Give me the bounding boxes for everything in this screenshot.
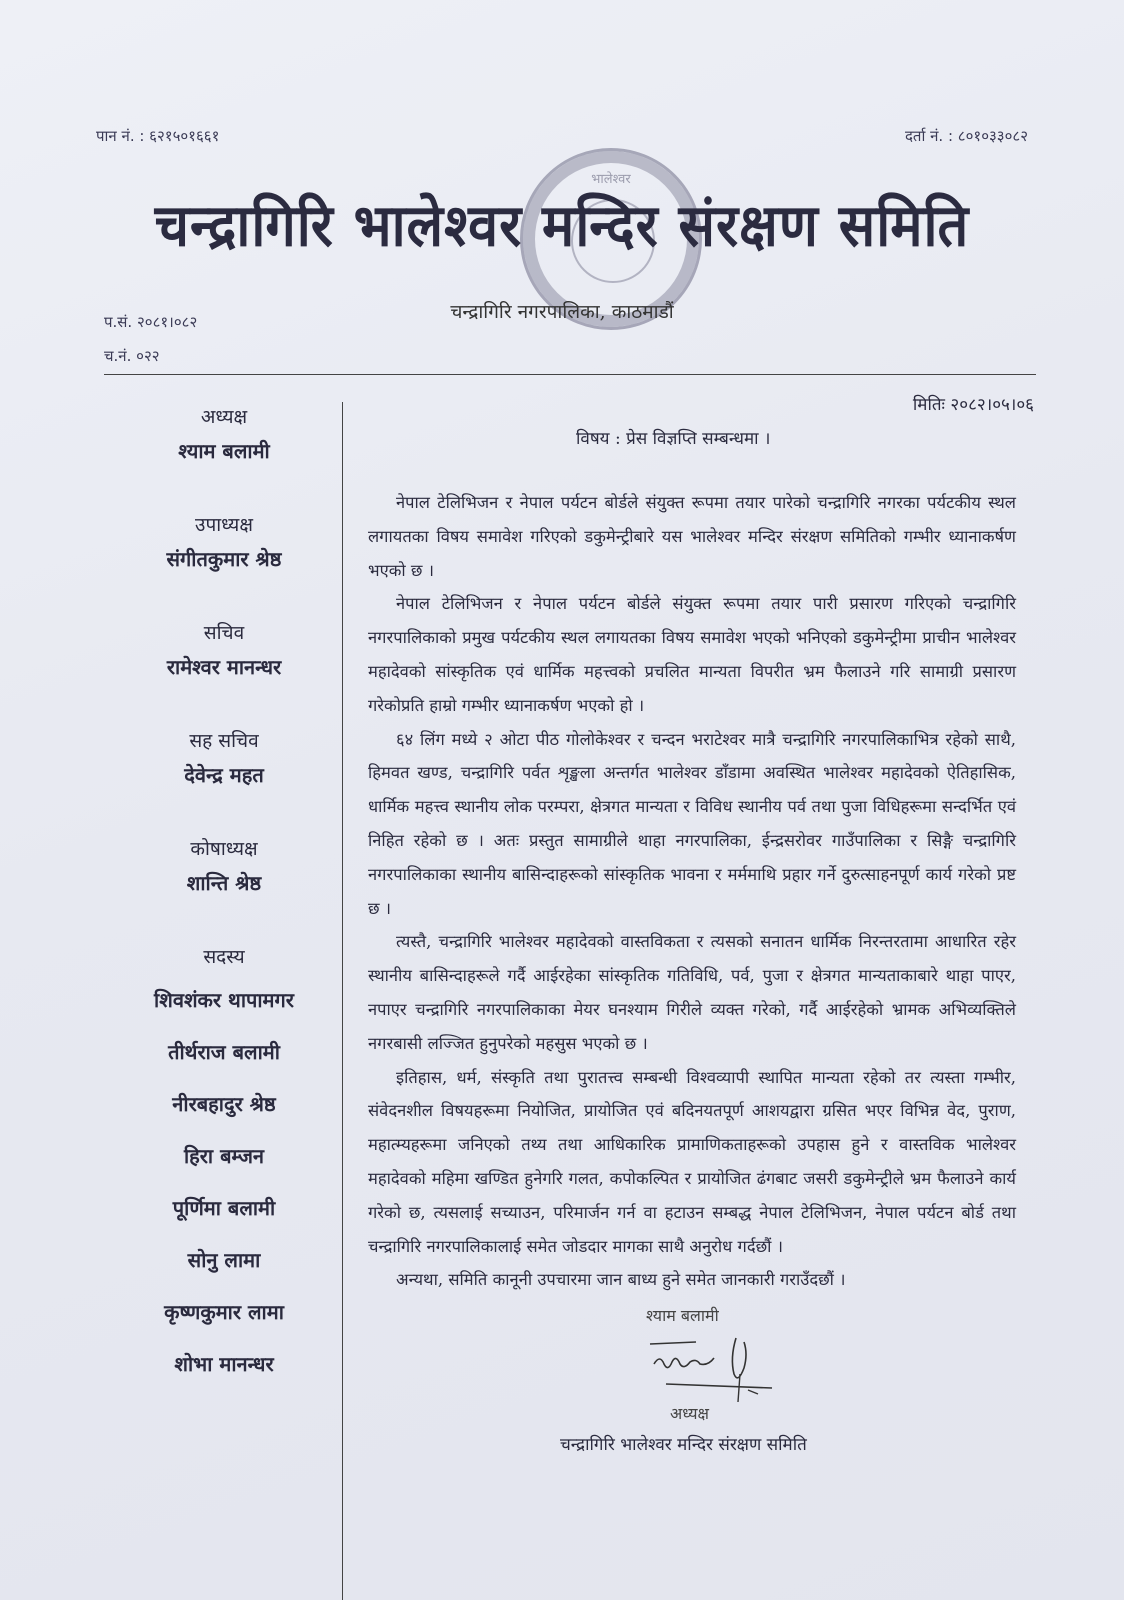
member-name: सोनु लामा bbox=[187, 1248, 261, 1272]
committee-list bbox=[110, 400, 338, 1390]
committee-group bbox=[110, 508, 338, 576]
letter-body bbox=[368, 486, 1016, 1297]
letter-subject: विषय : प्रेस विज्ञप्ति सम्बन्धमा । bbox=[576, 429, 771, 449]
seal-text: भालेश्वर bbox=[591, 172, 631, 187]
registration-number: दर्ता नं. : ८०१०३३०८२ bbox=[904, 127, 1028, 145]
paragraph: त्यस्तै, चन्द्रागिरि भालेश्वर महादेवको वास्तविकता र त्यसको सनातन धार्मिक निरन्तरतामा आधारित रहेर स्थानीय बासिन्दाहरूले गर्दै आईरहेका सांस्कृतिक गतिविधि, पर्व, पुजा र क्षेत्रगत मान्यताकाबारे थाहा पाएर, नपाएर चन्द्रागिरि नगरपालिकाका मेयर घनश्याम गिरीले व्यक्त गरेको, गर्दै आईरहेको भ्रामक अभिव्यक्तिले नगरबासी लज्जित हुनुपरेको महसुस भएको छ । bbox=[368, 932, 1016, 1053]
role-label: कोषाध्यक्ष bbox=[190, 838, 258, 860]
letterhead-title: चन्द्रागिरि भालेश्वर मन्दिर संरक्षण समिति bbox=[154, 191, 970, 260]
committee-group bbox=[110, 400, 338, 468]
header-divider bbox=[104, 374, 1036, 375]
member-name: पूर्णिमा बलामी bbox=[172, 1196, 276, 1220]
paragraph: नेपाल टेलिभिजन र नेपाल पर्यटन बोर्डले संयुक्त रूपमा तयार पारी प्रसारण गरिएको चन्द्रागिरि नगरपालिकाको प्रमुख पर्यटकीय स्थल लगायतका विषय समावेश भएको भनिएको डकुमेन्ट्रीमा प्राचीन भालेश्वर महादेवको सांस्कृतिक एवं धार्मिक महत्त्वको प्रचलित मान्यता विपरीत भ्रम फैलाउने गरि सामाग्री प्रसारण गरेकोप्रति हाम्रो गम्भीर ध्यानाकर्षण भएको हो । bbox=[368, 594, 1016, 715]
signatory-name: श्याम बलामी bbox=[646, 1306, 719, 1325]
letter-date: मितिः २०८२।०५।०६ bbox=[912, 395, 1034, 415]
fiscal-year: प.सं. २०८१।०८२ bbox=[104, 313, 198, 331]
member-name: शोभा मानन्धर bbox=[174, 1352, 274, 1376]
member-name: देवेन्द्र महत bbox=[184, 763, 264, 787]
handwritten-signature bbox=[636, 1330, 786, 1410]
members-label: सदस्य bbox=[203, 946, 245, 968]
member-name: शिवशंकर थापामगर bbox=[154, 988, 294, 1012]
dispatch-number: च.नं. ०२२ bbox=[104, 347, 160, 365]
paragraph: नेपाल टेलिभिजन र नेपाल पर्यटन बोर्डले संयुक्त रूपमा तयार पारेको चन्द्रागिरि नगरका पर्यटकीय स्थल लगायतका विषय समावेश गरिएको डकुमेन्ट्रीबारे यस भालेश्वर मन्दिर संरक्षण समितिको गम्भीर ध्यानाकर्षण भएको छ । bbox=[368, 493, 1016, 580]
role-label: सह सचिव bbox=[189, 730, 259, 752]
member-name: कृष्णकुमार लामा bbox=[164, 1300, 284, 1324]
letterhead-subtitle: चन्द्रागिरि नगरपालिका, काठमाडौं bbox=[450, 301, 674, 323]
committee-group bbox=[110, 616, 338, 684]
role-label: सचिव bbox=[203, 622, 245, 644]
paragraph: ६४ लिंग मध्ये २ ओटा पीठ गोलोकेश्वर र चन्दन भराटेश्वर मात्रै चन्द्रागिरि नगरपालिकाभित्र रहेको साथै, हिमवत खण्ड, चन्द्रागिरि पर्वत शृङ्खला अन्तर्गत भालेश्वर डाँडामा अवस्थित भालेश्वर महादेवको ऐतिहासिक, धार्मिक महत्त्व स्थानीय लोक परम्परा, क्षेत्रगत मान्यता र विविध स्थानीय पर्व तथा पुजा विधिहरूमा सन्दर्भित एवं निहित रहेको छ । अतः प्रस्तुत सामाग्रीले थाहा नगरपालिका, ईन्द्रसरोवर गाउँपालिका र सिङ्गै चन्द्रागिरि नगरपालिकाका स्थानीय बासिन्दाहरूको सांस्कृतिक भावना र मर्ममाथि प्रहार गर्ने दुरुत्साहनपूर्ण कार्य गरेको प्रष्ट छ । bbox=[368, 729, 1016, 918]
column-divider bbox=[342, 402, 343, 1600]
member-name: श्याम बलामी bbox=[178, 439, 270, 463]
role-label: उपाध्यक्ष bbox=[195, 514, 253, 536]
paragraph: इतिहास, धर्म, संस्कृति तथा पुरातत्त्व सम्बन्धी विश्वव्यापी स्थापित मान्यता रहेको तर त्यस्ता गम्भीर, संवेदनशील विषयहरूमा नियोजित, प्रायोजित एवं बदिनयतपूर्ण आशयद्वारा ग्रसित भएर विभिन्न वेद, पुराण, महात्म्यहरूमा जनिएको तथ्य तथा आधिकारिक प्रामाणिकताहरूको उपहास हुने र वास्तविक भालेश्वर महादेवको महिमा खण्डित हुनेगरि गलत, कपोकल्पित र प्रायोजित ढंगबाट जसरी डकुमेन्ट्रीले भ्रम फैलाउने कार्य गरेको छ, त्यसलाई सच्याउन, परिमार्जन गर्न वा हटाउन सम्बद्ध नेपाल टेलिभिजन, नेपाल पर्यटन बोर्ड तथा चन्द्रागिरि नगरपालिकालाई समेत जोडदार मागका साथै अनुरोध गर्दछौं । bbox=[368, 1067, 1016, 1256]
member-name: हिरा बम्जन bbox=[183, 1144, 265, 1168]
signatory-organization: चन्द्रागिरि भालेश्वर मन्दिर संरक्षण समिति bbox=[560, 1435, 807, 1455]
member-name: रामेश्वर मानन्धर bbox=[166, 655, 282, 679]
role-label: अध्यक्ष bbox=[200, 406, 248, 428]
signatory-title: अध्यक्ष bbox=[670, 1404, 709, 1423]
member-name: शान्ति श्रेष्ठ bbox=[186, 871, 262, 895]
member-name: नीरबहादुर श्रेष्ठ bbox=[172, 1092, 276, 1116]
committee-group bbox=[110, 724, 338, 792]
pan-number: पान नं. : ६२१५०१६६१ bbox=[96, 127, 220, 145]
paragraph: अन्यथा, समिति कानूनी उपचारमा जान बाध्य हुने समेत जानकारी गराउँदछौं । bbox=[396, 1270, 846, 1290]
member-name: तीर्थराज बलामी bbox=[168, 1040, 280, 1064]
member-name: संगीतकुमार श्रेष्ठ bbox=[166, 547, 282, 571]
committee-group bbox=[110, 832, 338, 900]
